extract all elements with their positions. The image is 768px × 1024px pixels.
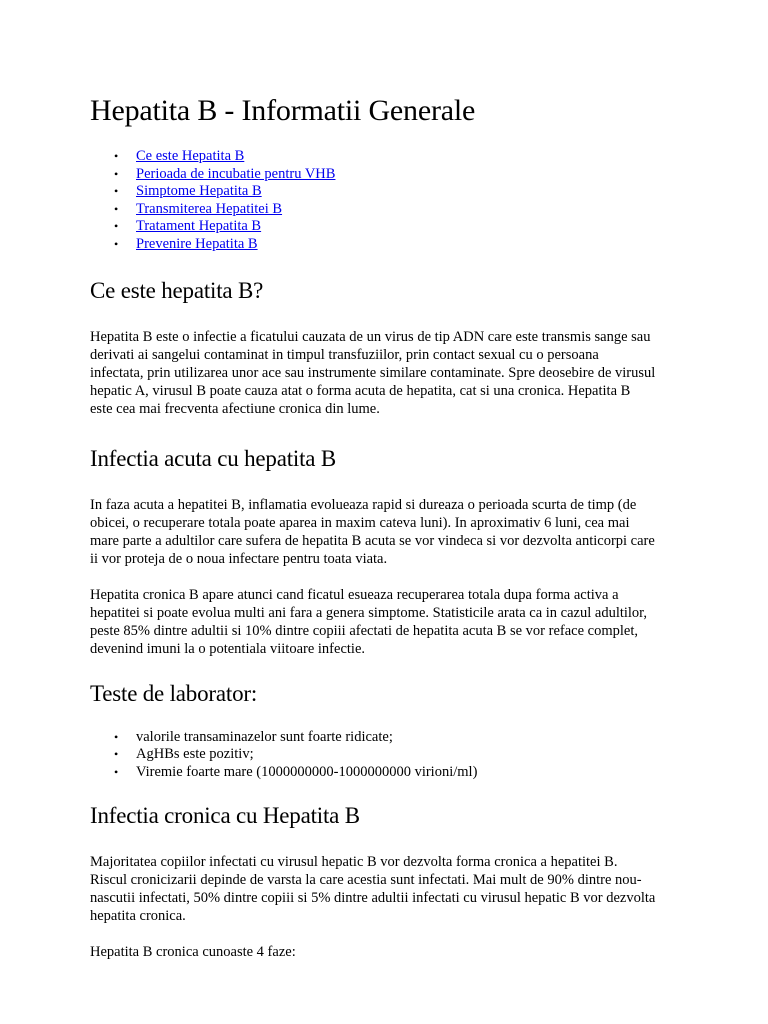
text-line: ii vor proteja de o noua infectare pentru toata viata. — [90, 550, 388, 567]
paragraph-acuta-2 — [90, 586, 690, 658]
text-line: este cea mai frecventa afectiune cronica din lume. — [90, 400, 380, 417]
toc-item — [90, 236, 690, 254]
text-line: nascutii infectati, 50% dintre copiii si 5% dintre adultii infectati cu virusul hepatic B vor dezvolta — [90, 890, 656, 907]
page-title: Hepatita B - Informatii Generale — [90, 94, 476, 127]
bullet-icon: • — [114, 764, 119, 779]
bullet-icon: • — [114, 219, 119, 234]
text-line: hepatita cronica. — [90, 908, 186, 925]
text-line: obicei, o recuperare totala poate aparea in maxim cateva luni). In aproximativ 6 luni, cea mai — [90, 514, 630, 531]
list-item: • Viremie foarte mare (1000000000-1000000000 virioni/ml) — [114, 763, 478, 780]
toc-link-ce-este[interactable]: Ce este Hepatita B — [136, 148, 245, 164]
document-page — [90, 92, 690, 961]
text-line: hepatitei si poate evolua multi ani fara a genera simptome. Statisticile arata ca in cazul adultilor, — [90, 604, 648, 621]
toc-link-simptome[interactable]: Simptome Hepatita B — [136, 183, 262, 200]
bullet-icon: • — [114, 149, 119, 163]
toc-link-prevenire[interactable]: Prevenire Hepatita B — [136, 235, 258, 252]
list-item: • valorile transaminazelor sunt foarte ridicate; — [114, 728, 393, 745]
toc-link-tratament[interactable]: Tratament Hepatita B — [136, 218, 262, 235]
toc-item — [90, 201, 690, 219]
section-heading-teste-laborator: Teste de laborator: — [90, 680, 258, 706]
text-line: Riscul cronicizarii depinde de varsta la care acestia sunt infectati. Mai mult de 90% dintre nou- — [90, 872, 642, 889]
text-line: hepatic A, virusul B poate cauza atat o forma acuta de hepatita, cat si una cronica. Hepatita B — [90, 382, 631, 399]
text-line: Majoritatea copiilor infectati cu virusul hepatic B vor dezvolta forma cronica a hepatitei B. — [90, 854, 618, 871]
table-of-contents — [90, 148, 690, 254]
text-line: devenind imuni la o potentiala viitoare infectie. — [90, 640, 366, 657]
bullet-icon: • — [114, 184, 119, 199]
toc-item — [90, 183, 690, 201]
toc-link-transmitere[interactable]: Transmiterea Hepatitei B — [136, 200, 283, 217]
text-line: derivati ai sangelui contaminat in timpul transfuziilor, prin contact sexual cu o persoana — [90, 346, 599, 363]
list-item: • AgHBs este pozitiv; — [114, 746, 254, 763]
bullet-icon: • — [114, 747, 119, 762]
bullet-icon: • — [114, 236, 119, 251]
toc-link-incubatie[interactable]: Perioada de incubatie pentru VHB — [136, 165, 336, 182]
text-line: Hepatita cronica B apare atunci cand ficatul esueaza recuperarea totala dupa forma activa a — [90, 586, 619, 603]
toc-item — [90, 218, 690, 236]
section-heading-ce-este: Ce este hepatita B? — [90, 277, 264, 303]
bullet-icon: • — [114, 729, 119, 744]
bullet-icon: • — [114, 201, 119, 216]
text-line: Hepatita B este o infectie a ficatului cauzata de un virus de tip ADN care este transmis sange sau — [90, 328, 651, 345]
text-line: In faza acuta a hepatitei B, inflamatia evolueaza rapid si dureaza o perioada scurta de timp (de — [90, 496, 637, 513]
paragraph-cronica-2: Hepatita B cronica cunoaste 4 faze: — [90, 944, 296, 961]
text-line: infectata, prin utilizarea unor ace sau instrumente similare contaminate. Spre deosebire de virusul — [90, 364, 656, 381]
paragraph-acuta-1 — [90, 496, 690, 568]
section-heading-infectia-acuta: Infectia acuta cu hepatita B — [90, 445, 336, 471]
lab-tests-list — [90, 729, 690, 782]
paragraph-ce-este — [90, 328, 690, 418]
text-line: peste 85% dintre adultii si 10% dintre copiii afectati de hepatita acuta B se vor reface complet, — [90, 622, 638, 639]
text-line: mare parte a adultilor care sufera de hepatita B acuta se vor vindeca si vor dezvolta anticorpi care — [90, 532, 655, 549]
section-heading-infectia-cronica: Infectia cronica cu Hepatita B — [90, 803, 360, 829]
toc-item — [90, 148, 690, 166]
toc-item — [90, 166, 690, 184]
paragraph-cronica-1 — [90, 853, 690, 925]
bullet-icon: • — [114, 166, 119, 181]
